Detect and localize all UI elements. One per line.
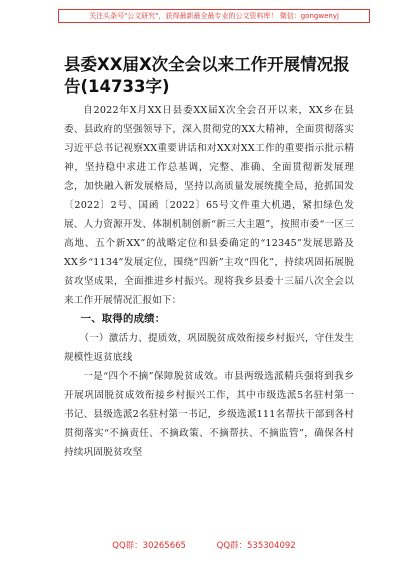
footer-qq-group-1: QQ群：30265665 <box>112 541 186 551</box>
document-body <box>64 101 354 462</box>
detail-paragraph: 一是“四个不摘”保障脱贫成效。市县两级选派精兵强将到我乡开展巩固脱贫成效衔接乡村振兴工作，其中市级选派5名驻村第一书记、县级选派2名驻村第一书记，乡级选派111名帮扶干部到各村贯彻落实“不摘责任、不摘政策、不摘帮扶、不摘监管”，确保各村持续巩固脱贫攻坚 <box>64 371 354 458</box>
subsection-heading: （一）激活力、提质效，巩固脱贫成效衔接乡村振兴，守住发生规模性返贫底线 <box>64 333 354 363</box>
section-heading: 一、取得的成绩： <box>80 313 166 325</box>
footer <box>0 539 408 551</box>
document-title: 县委XX届X次全会以来工作开展情况报告(14733字) <box>64 55 350 96</box>
promo-banner: 关注头条号"公文研究"，获得最新最全最专业的公文资料库！ 微信：gongwenyj <box>58 9 370 23</box>
footer-qq-group-2: QQ群：535304092 <box>216 541 296 551</box>
intro-paragraph: 自2022年X月XX日县委XX届X次全会召开以来，XX乡在县委、县政府的坚强领导下，深入贯彻党的XX大精神，全面贯彻落实习近平总书记视察XX重要讲话和对XX对XX工作的重要指示批示精神，坚持稳中求进工作总基调，完整、准确、全面贯彻新发展理念，加快融入新发展格局，坚持以高质量发展统揽全局，抢抓国发〔2022〕2号、国函〔2022〕65号文件重大机遇，紧扣绿色发展、人力资源开发、体制机制创新“新三大主题”，按照市委“一区三高地、五个新XX”的战略定位和县委确定的“12345”发展思路及XX乡“1134”发展定位，围绕“四新”主攻“四化”，持续巩固拓展脱贫攻坚成果，全面推进乡村振兴。现将我乡县委十三届八次全会以来工作开展情况汇报如下： <box>64 105 354 306</box>
